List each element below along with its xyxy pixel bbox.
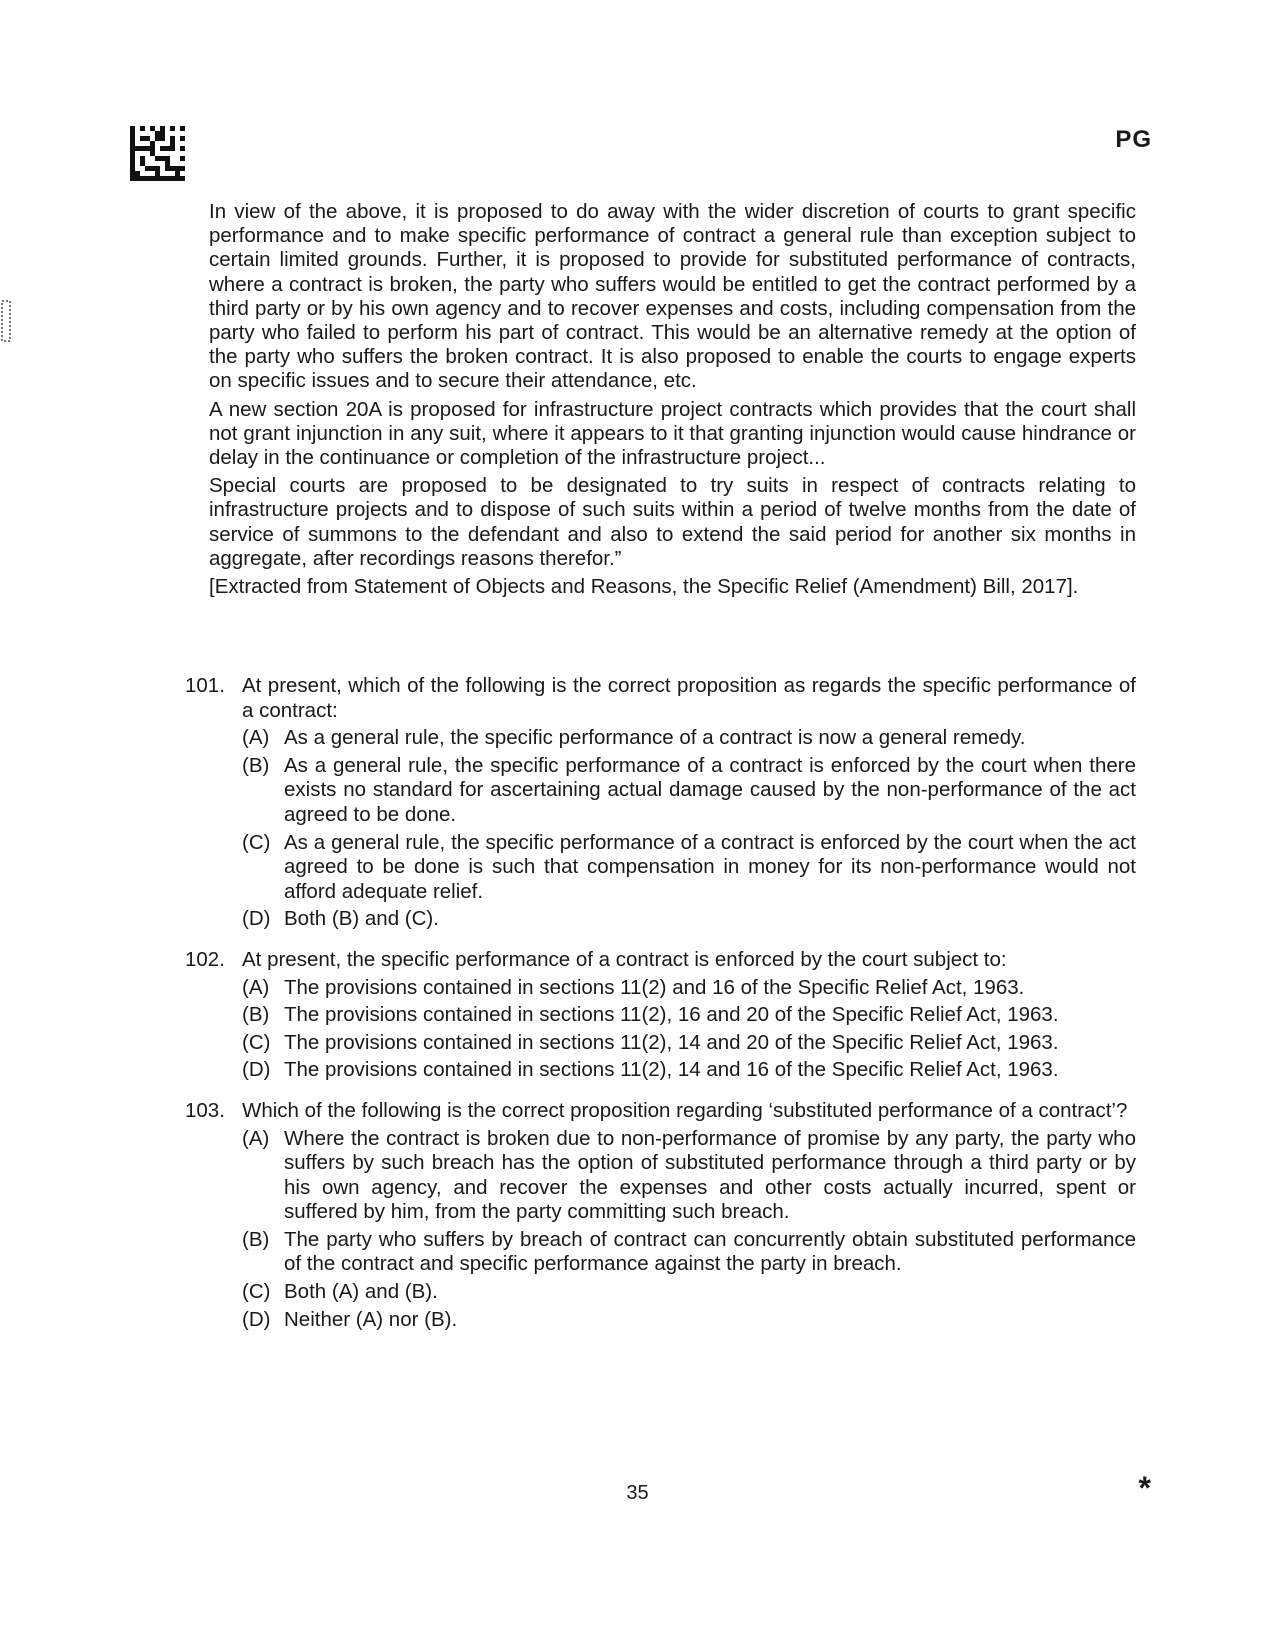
- question-stem: [185, 948, 1136, 973]
- question-101: [185, 674, 1136, 932]
- option-text: As a general rule, the specific performance of a contract is enforced by the court when there exists no standard for ascertaining actual damage caused by the non-performance of the act agreed to be done.: [284, 753, 1136, 826]
- option-text: As a general rule, the specific performance of a contract is now a general remedy.: [284, 726, 1026, 750]
- option-label: (D): [242, 1058, 271, 1082]
- option-list: [242, 726, 1136, 932]
- question-number: 102.: [185, 947, 225, 971]
- option-text: The provisions contained in sections 11(2), 14 and 20 of the Specific Relief Act, 1963.: [284, 1030, 1059, 1054]
- question-stem: [185, 1099, 1136, 1124]
- passage-paragraph: In view of the above, it is proposed to do away with the wider discretion of courts to grant specific performance and to make specific performance of contract a general rule than exception subject to certain limited grounds. Further, it is proposed to provide for substituted performance of contracts, where a contract is broken, the party who suffers would be entitled to get the contract performed by a third party or by his own agency and to recover expenses and costs, including compensation from the party who failed to perform his part of contract. This would be an alternative remedy at the option of the party who suffers the broken contract. It is also proposed to enable the courts to engage experts on specific issues and to secure their attendance, etc.: [209, 200, 1136, 393]
- passage-paragraph: A new section 20A is proposed for infrastructure project contracts which provides that the court shall not grant injunction in any suit, where it appears to it that granting injunction would cause hindrance or delay in the continuance or completion of the infrastructure project...: [209, 397, 1136, 470]
- passage-source: [Extracted from Statement of Objects and Reasons, the Specific Relief (Amendment) Bill, 2017].: [209, 575, 1079, 599]
- question-text: Which of the following is the correct proposition regarding ‘substituted performance of a contract’?: [242, 1098, 1128, 1122]
- passage: [209, 200, 1136, 603]
- option-text: As a general rule, the specific performance of a contract is enforced by the court when the act agreed to be done is such that compensation in money for its non-performance would not afford adequate relief.: [284, 830, 1136, 903]
- option-c: [242, 831, 1136, 905]
- option-c: [242, 1280, 1136, 1305]
- option-a: [242, 976, 1136, 1001]
- option-label: (A): [242, 975, 270, 999]
- option-label: (B): [242, 753, 270, 777]
- option-list: [242, 1127, 1136, 1333]
- question-stem: [185, 674, 1136, 723]
- page-number: 35: [626, 1482, 649, 1504]
- option-text: Neither (A) nor (B).: [284, 1307, 458, 1331]
- question-number: 103.: [185, 1098, 225, 1122]
- option-text: The provisions contained in sections 11(2) and 16 of the Specific Relief Act, 1963.: [284, 975, 1025, 999]
- option-d: [242, 907, 1136, 932]
- option-a: [242, 1127, 1136, 1225]
- option-label: (B): [242, 1227, 270, 1251]
- option-c: [242, 1031, 1136, 1056]
- star-mark: *: [1138, 1470, 1151, 1506]
- option-text: Both (B) and (C).: [284, 907, 439, 931]
- option-d: [242, 1058, 1136, 1083]
- option-list: [242, 976, 1136, 1083]
- option-text: The party who suffers by breach of contract can concurrently obtain substituted performance of the contract and specific performance against the party in breach.: [284, 1227, 1136, 1276]
- option-b: [242, 754, 1136, 828]
- question-103: [185, 1099, 1136, 1332]
- option-text: Where the contract is broken due to non-performance of promise by any party, the party who suffers by such breach has the option of substituted performance through a third party or by his own agency, and recover the expenses and other costs actually incurred, spent or suffered by him, from the party committing such breach.: [284, 1126, 1136, 1224]
- barcode-icon: [130, 126, 185, 181]
- series-code: PG: [1115, 126, 1152, 153]
- option-b: [242, 1003, 1136, 1028]
- option-text: Both (A) and (B).: [284, 1280, 438, 1304]
- question-text: At present, which of the following is the correct proposition as regards the specific performance of a contract:: [242, 674, 1136, 722]
- option-label: (D): [242, 1307, 271, 1331]
- scan-mark-icon: [1, 300, 11, 342]
- option-label: (C): [242, 1280, 271, 1304]
- option-d: [242, 1308, 1136, 1333]
- question-number: 101.: [185, 674, 225, 697]
- passage-paragraph: Special courts are proposed to be designated to try suits in respect of contracts relating to infrastructure projects and to dispose of such suits within a period of twelve months from the date of service of summons to the defendant and also to extend the said period for another six months in aggregate, after recordings reasons therefor.”: [209, 474, 1136, 570]
- option-b: [242, 1228, 1136, 1277]
- question-list: [185, 674, 1136, 1348]
- option-label: (C): [242, 1030, 271, 1054]
- option-text: The provisions contained in sections 11(2), 14 and 16 of the Specific Relief Act, 1963.: [284, 1058, 1059, 1082]
- option-a: [242, 726, 1136, 751]
- question-102: [185, 948, 1136, 1083]
- option-label: (D): [242, 907, 271, 931]
- option-text: The provisions contained in sections 11(2), 16 and 20 of the Specific Relief Act, 1963.: [284, 1003, 1059, 1027]
- question-text: At present, the specific performance of a contract is enforced by the court subject to:: [242, 947, 1007, 971]
- option-label: (B): [242, 1003, 270, 1027]
- option-label: (A): [242, 1126, 270, 1150]
- option-label: (A): [242, 726, 270, 750]
- option-label: (C): [242, 830, 271, 854]
